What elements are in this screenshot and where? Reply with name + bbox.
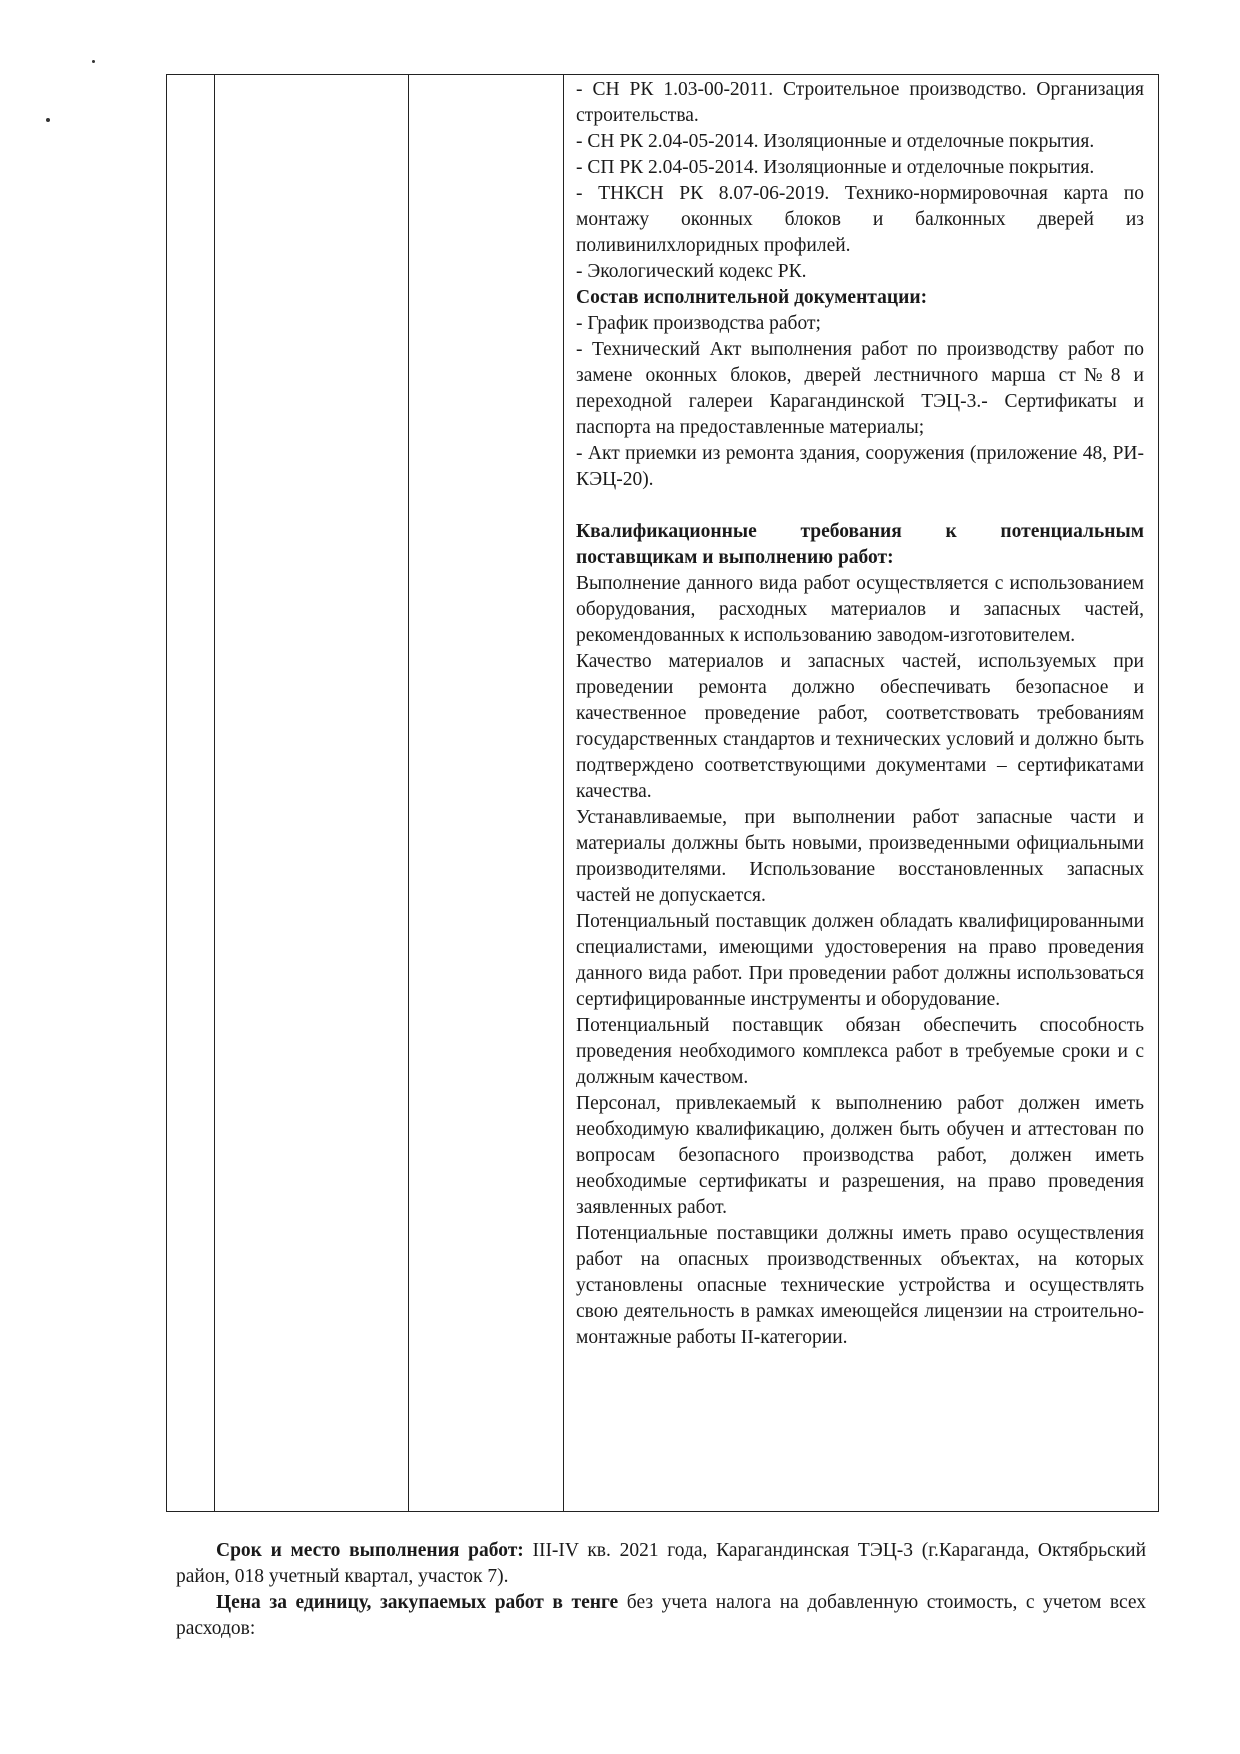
description-text [564, 75, 1158, 1351]
standard-item: - СН РК 1.03-00-2011. Строительное производство. Организация строительства. [576, 79, 1144, 126]
term-label: Срок и место выполнения работ: [216, 1540, 524, 1561]
table-cell-description [564, 75, 1159, 1512]
qualification-paragraph: Выполнение данного вида работ осуществляется с использованием оборудования, расходных материалов и запасных частей, рекомендованных к использованию заводом-изготовителем. [576, 573, 1144, 646]
exec-doc-item: - Акт приемки из ремонта здания, сооружения (приложение 48, РИ-КЭЦ-20). [576, 443, 1144, 490]
qualification-paragraph: Персонал, привлекаемый к выполнению работ должен иметь необходимую квалификацию, должен быть обучен и аттестован по вопросам безопасного производства работ, должен иметь необходимые сертификаты и разрешения, на право проведения заявленных работ. [576, 1093, 1144, 1218]
table-cell-name [215, 75, 409, 1512]
qualification-heading: Квалификационные требования к потенциальным поставщикам и выполнению работ: [576, 521, 1144, 568]
term-text: III-IV кв. 2021 года, Карагандинская ТЭЦ-3 (г.Караганда, Октябрьский район, 018 учетный квартал, участок 7). [176, 1540, 1146, 1587]
exec-doc-item: - График производства работ; [576, 313, 821, 334]
price-text: без учета налога на добавленную стоимость, с учетом всех расходов: [176, 1592, 1146, 1639]
exec-docs-heading: Состав исполнительной документации: [576, 287, 928, 308]
standard-item: - Экологический кодекс РК. [576, 261, 807, 282]
standard-item: - СН РК 2.04-05-2014. Изоляционные и отделочные покрытия. [576, 131, 1095, 152]
table-cell-number [167, 75, 215, 1512]
qualification-paragraph: Качество материалов и запасных частей, используемых при проведении ремонта должно обеспечивать безопасное и качественное проведение работ, соответствовать требованиям государственных стандартов и технических условий и должно быть подтверждено соответствующими документами – сертификатами качества. [576, 651, 1144, 802]
table-cell-unit [409, 75, 564, 1512]
requirements-table [166, 74, 1159, 1512]
qualification-paragraph: Потенциальный поставщик обязан обеспечить способность проведения необходимого комплекса работ в требуемые сроки и с должным качеством. [576, 1015, 1144, 1088]
standard-item: - ТНКСН РК 8.07-06-2019. Технико-нормировочная карта по монтажу оконных блоков и балконных дверей из поливинилхлоридных профилей. [576, 183, 1144, 256]
qualification-paragraph: Потенциальный поставщик должен обладать квалифицированными специалистами, имеющими удостоверения на право проведения данного вида работ. При проведении работ должны использоваться сертифицированные инструменты и оборудование. [576, 911, 1144, 1010]
price-label: Цена за единицу, закупаемых работ в тенге [216, 1592, 619, 1613]
scan-speck [92, 60, 95, 63]
exec-doc-item: - Технический Акт выполнения работ по производству работ по замене оконных блоков, дверей лестничного марша ст№8 и переходной галереи Карагандинской ТЭЦ-3.- Сертификаты и паспорта на предоставленные материалы; [576, 339, 1144, 438]
standard-item: - СП РК 2.04-05-2014. Изоляционные и отделочные покрытия. [576, 157, 1095, 178]
price-paragraph [176, 1590, 1146, 1642]
scan-speck [46, 118, 50, 122]
qualification-paragraph: Потенциальные поставщики должны иметь право осуществления работ на опасных производственных объектах, на которых установлены опасные технические устройства и осуществлять свою деятельность в рамках имеющейся лицензии на строительно-монтажные работы II-категории. [576, 1223, 1144, 1348]
term-paragraph [176, 1538, 1146, 1590]
table-row [167, 75, 1159, 1512]
footer-section [176, 1538, 1146, 1642]
qualification-paragraph: Устанавливаемые, при выполнении работ запасные части и материалы должны быть новыми, произведенными официальными производителями. Использование восстановленных запасных частей не допускается. [576, 807, 1144, 906]
